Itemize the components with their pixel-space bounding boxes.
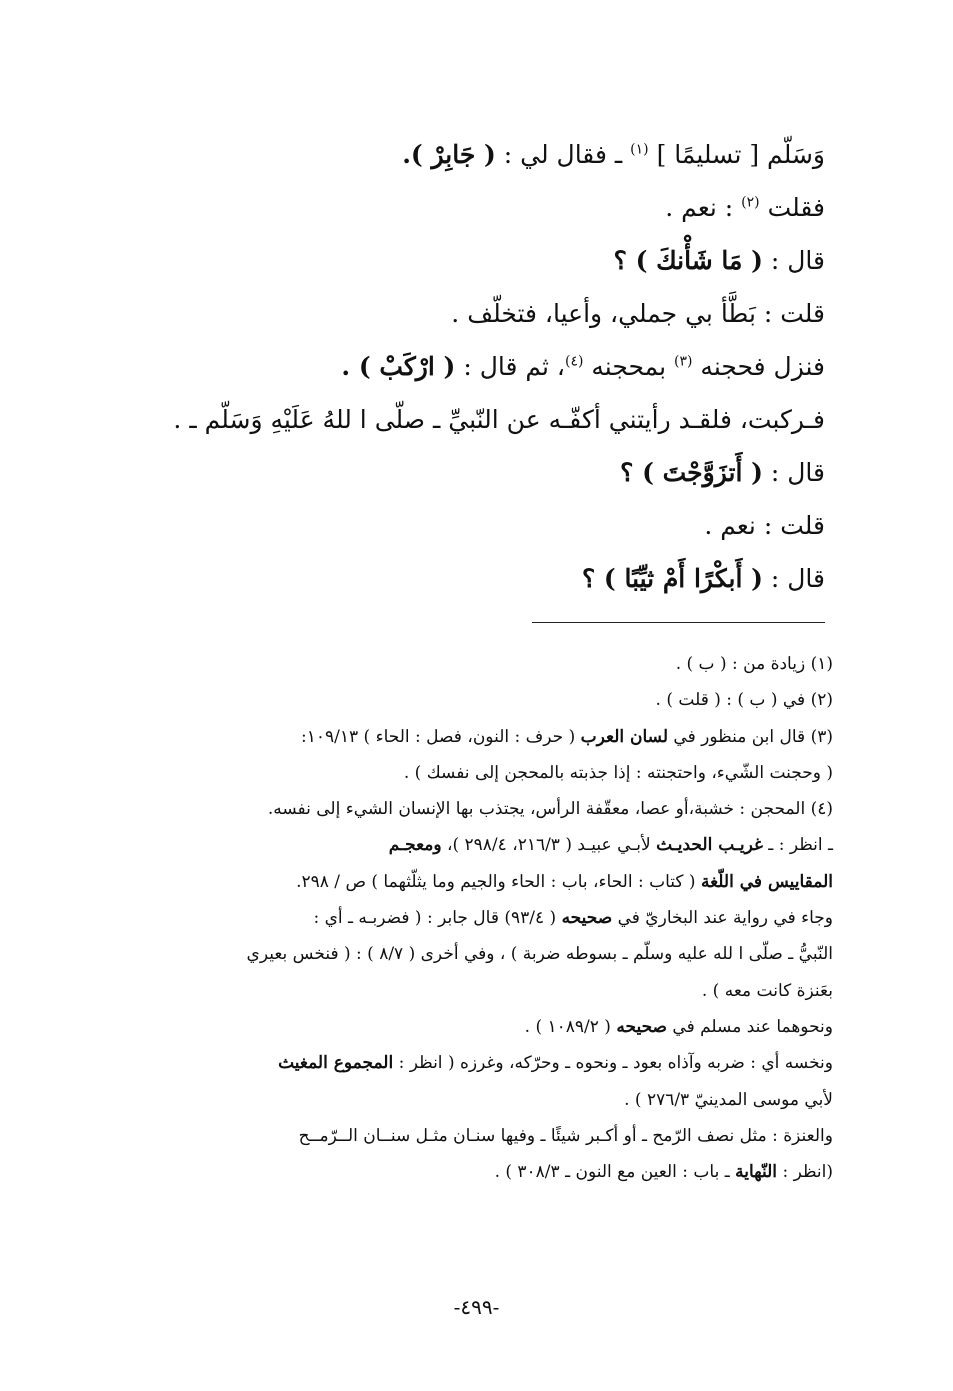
footnote-separator — [532, 622, 825, 623]
main-line-4: قلت : بَطَّأ بي جملي، وأعيا، فتخلّف . — [451, 299, 825, 328]
main-line-8: قلت : نعم . — [704, 511, 825, 540]
text-run: قال : — [762, 458, 825, 487]
book-title: النّهاية — [735, 1162, 778, 1183]
footnote-4-bukhari — [113, 900, 833, 936]
footnote-4-anaza: والعنزة : مثل نصف الرّمح ـ أو أكـبر شيئًا ـ وفيها سنـان مثـل سنــان الــرّمــح — [298, 1125, 833, 1146]
book-title: صحيحه — [561, 908, 613, 929]
text-run: وجاء في رواية عند البخاريّ في — [612, 908, 833, 929]
text-run: وَسَلّم [ تسليمًا ] — [656, 140, 825, 169]
main-line-6: فـركبت، فلقـد رأيتني أكفّـه عن النّبيِّ ـ صلّى ا للهُ عَلَيْهِ وَسَلّم ـ . — [173, 405, 825, 434]
text-run: ونخسه أي : ضربه وآذاه بعود ـ ونحوه ـ وحرّكه، وغرزه ( انظر : — [393, 1053, 833, 1074]
main-line-1 — [125, 128, 825, 181]
main-line-5 — [125, 340, 825, 393]
text-run: لأبـي عبيـد ( ٢١٦/٣، ٢٩٨/٤ )، — [441, 835, 657, 856]
hadith-quote: ( أَتزَوَّجْتَ ) ؟ — [620, 458, 763, 487]
text-run: ( ٩٣/٤) قال جابر : ( فضربـه ـ أي : — [313, 908, 562, 929]
footnote-1: (١) زيادة من : ( ب ) . — [675, 654, 833, 674]
text-run: قال : — [762, 564, 825, 593]
footnote-4-see-continued — [113, 864, 833, 900]
text-run: ونحوهما عند مسلم في — [667, 1016, 833, 1037]
main-line-3 — [125, 234, 825, 287]
text-run: : نعم . — [665, 193, 742, 222]
text-run: ( كتاب : الحاء، باب : الحاء والجيم وما يثلّثهما ) ص / ٢٩٨. — [296, 871, 701, 892]
hadith-quote: ( جَابِرْ ). — [402, 140, 496, 169]
book-title: المجموع المغيث — [278, 1053, 394, 1074]
main-text — [125, 128, 825, 605]
text-run: ـ باب : العين مع النون ـ ٣٠٨/٣ ) . — [494, 1162, 736, 1183]
footnote-4-bukhari-2: النّبيُّ ـ صلّى ا لله عليه وسلّم ـ بسوطه ضربة ) ، وفي أخرى ( ٨/٧ ) : ( فنخس بعيري — [246, 944, 833, 965]
book-title: ومعجـم — [388, 835, 442, 856]
footnote-ref[interactable]: (٣) — [674, 353, 693, 370]
footnote-4-anaza-2 — [113, 1154, 833, 1190]
main-line-2 — [125, 181, 825, 234]
main-line-9 — [125, 552, 825, 605]
book-title: المقاييس في اللّغة — [700, 871, 833, 892]
footnote-4-muslim — [113, 1009, 833, 1045]
text-run: ـ فقال لي : — [495, 140, 631, 169]
footnote-3-continued: ( وحجنت الشّيء، واحتجنته : إذا جذبته بالمحجن إلى نفسك ) . — [403, 762, 833, 783]
book-title: صحيحه — [616, 1016, 667, 1037]
text-run: ـ انظر : ـ — [762, 835, 833, 856]
footnote-4-bukhari-3: بعَنزة كانت معه ) . — [701, 980, 833, 1001]
book-title: لسان العرب — [580, 726, 669, 747]
footnotes — [113, 646, 833, 1190]
footnote-2: (٢) في ( ب ) : ( قلت ) . — [655, 690, 833, 711]
text-run: ( ١٠٨٩/٢ ) . — [524, 1016, 617, 1037]
hadith-quote: ( مَا شَأْنكَ ) ؟ — [613, 246, 763, 275]
text-run: بمحجنه — [591, 352, 674, 381]
footnote-4-see — [113, 827, 833, 863]
footnote-ref[interactable]: (٤) — [564, 353, 584, 370]
book-title: غريـب الحديـث — [656, 835, 763, 856]
text-run: (انظر : — [777, 1162, 833, 1183]
hadith-quote: ( ارْكَبْ ) . — [341, 352, 456, 381]
text-run: قال : — [762, 246, 825, 275]
page-number: -٤٩٩- — [453, 1295, 500, 1319]
footnote-ref[interactable]: (١) — [630, 141, 649, 158]
text-run: فقلت — [767, 193, 825, 222]
text-run: ( حرف : النون، فصل : الحاء ) ١٠٩/١٣: — [301, 726, 581, 747]
footnote-4-nakhasa — [113, 1045, 833, 1081]
footnote-ref[interactable]: (٢) — [741, 194, 760, 211]
main-line-7 — [125, 446, 825, 499]
text-run: ، ثم قال : — [455, 352, 565, 381]
text-run: فنزل فحجنه — [700, 352, 825, 381]
text-run: (٣) قال ابن منظور في — [668, 726, 833, 747]
footnote-4: (٤) المحجن : خشبة،أو عصا، معقّفة الرأس، يجتذب بها الإنسان الشيء إلى نفسه. — [267, 799, 833, 820]
footnote-4-nakhasa-2: لأبي موسى المدينيّ ٢٧٦/٣ ) . — [624, 1089, 833, 1110]
footnote-3 — [113, 719, 833, 755]
hadith-quote: ( أَبكْرًا أَمْ ثيِّبًا ) ؟ — [581, 564, 763, 593]
